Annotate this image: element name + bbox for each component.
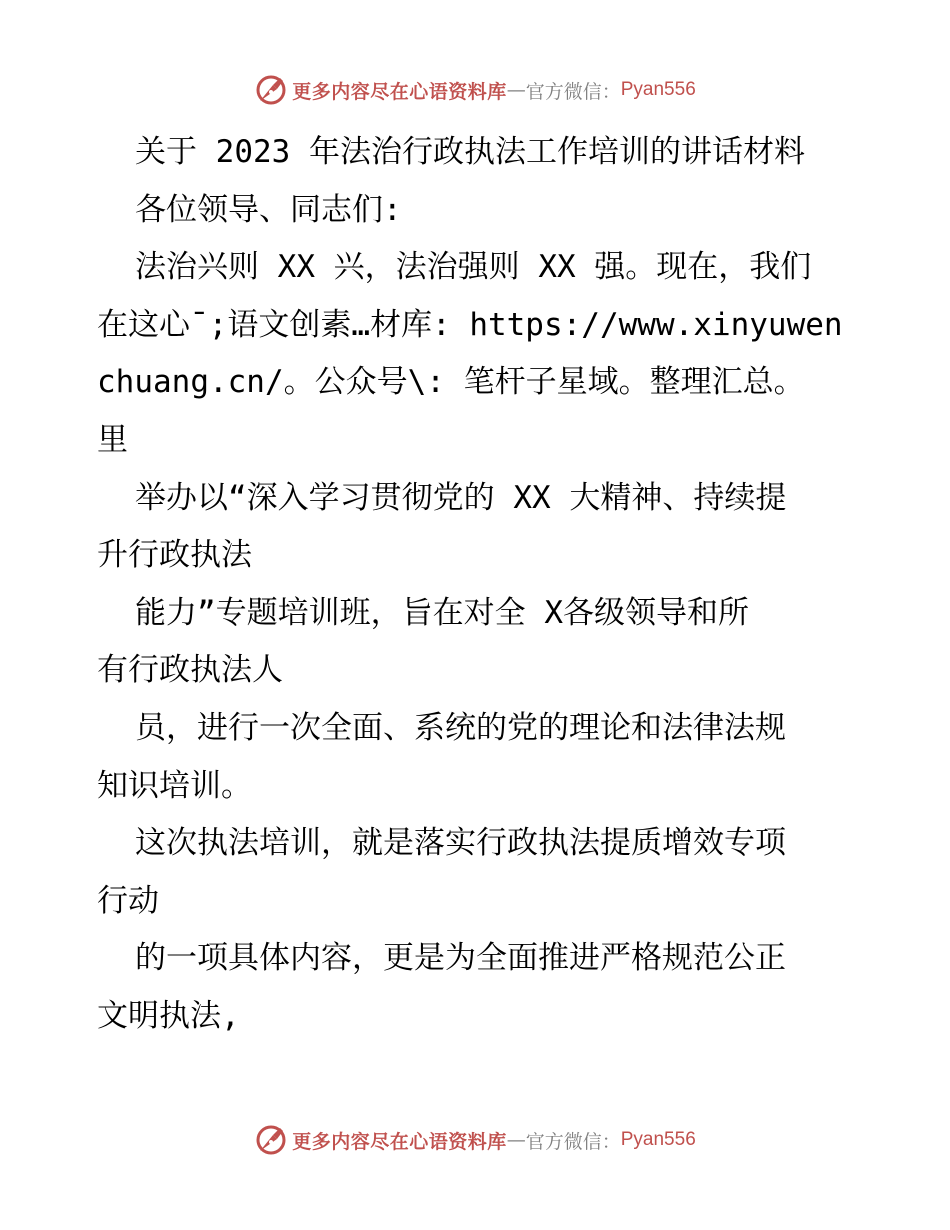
header-banner <box>0 70 950 110</box>
pen-nib-logo-icon <box>254 1123 288 1157</box>
banner-wechat-label: 官方微信： <box>525 1130 621 1153</box>
banner-separator: — <box>506 79 526 101</box>
paragraph-line: 员，进行一次全面、系统的党的理论和法律法规 <box>135 709 786 746</box>
paragraph-line: 这次执法培训，就是落实行政执法提质增效专项 <box>135 825 786 862</box>
paragraph-line: 文明执法, <box>97 997 240 1034</box>
paragraph-line: 举办以“深入学习贯彻党的 XX 大精神、持续提 <box>135 479 787 516</box>
paragraph-line: 有行政执法人 <box>97 652 283 689</box>
paragraph-line: 能力”专题培训班，旨在对全 X各级领导和所 <box>135 594 749 631</box>
paragraph-line: 里 <box>97 421 128 458</box>
paragraph-line: 升行政执法 <box>97 537 252 574</box>
paragraph-line: 在这心¯;语文创素…材库: https://www.xinyuwen <box>97 306 843 343</box>
paragraph-line: 知识培训。 <box>97 767 252 804</box>
salutation: 各位领导、同志们: <box>135 191 402 228</box>
banner-wechat-id: Pyan556 <box>620 1129 696 1150</box>
paragraph-line: 法治兴则 XX 兴，法治强则 XX 强。现在，我们 <box>135 249 812 286</box>
document-body <box>97 124 857 1046</box>
pen-nib-logo-icon <box>254 73 288 107</box>
banner-title: 更多内容尽在心语资料库 <box>292 80 507 103</box>
banner-separator: — <box>506 1129 526 1151</box>
paragraph-line: chuang.cn/。公众号\: 笔杆子星域。整理汇总。 <box>97 364 805 401</box>
paragraph-line: 的一项具体内容，更是为全面推进严格规范公正 <box>135 940 786 977</box>
footer-banner <box>0 1120 950 1160</box>
document-title: 关于 2023 年法治行政执法工作培训的讲话材料 <box>135 134 805 170</box>
paragraph-line: 行动 <box>97 882 159 919</box>
banner-title: 更多内容尽在心语资料库 <box>292 1130 507 1153</box>
banner-wechat-label: 官方微信： <box>525 80 621 103</box>
banner-wechat-id: Pyan556 <box>620 79 696 100</box>
